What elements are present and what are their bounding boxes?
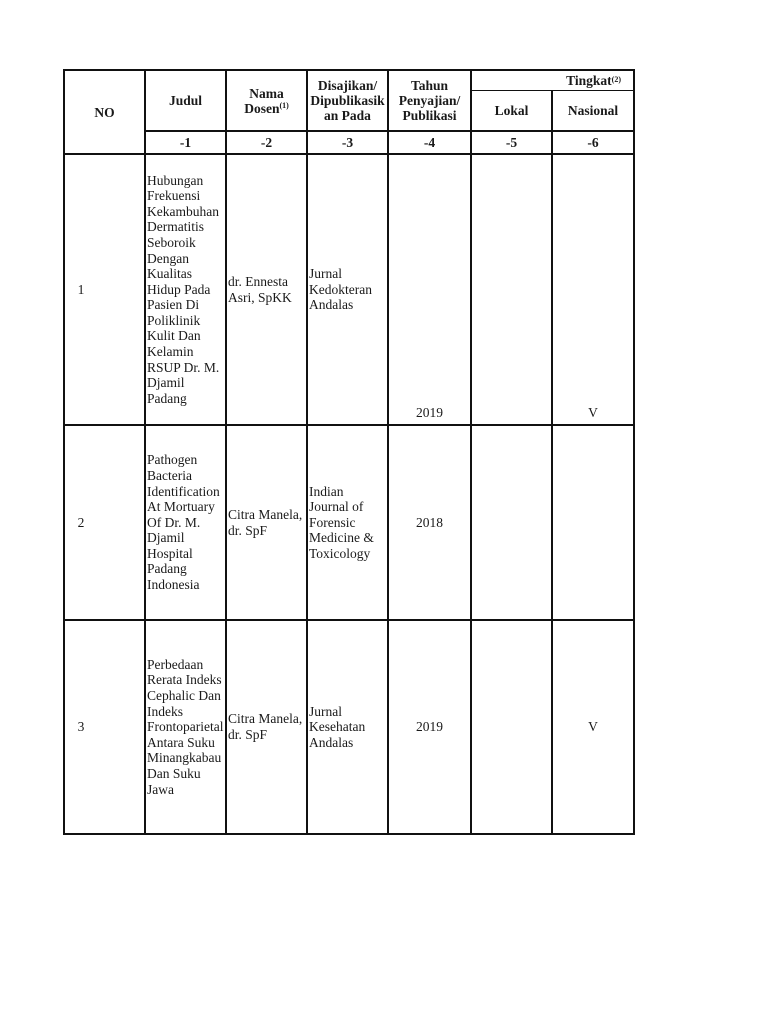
dosen-cell: Citra Manela, dr. SpF: [228, 711, 303, 742]
header-dosen-line: Dosen$^{(1)}$: [244, 100, 289, 116]
publikasi-cell: Jurnal Kedokteran Andalas: [309, 266, 372, 313]
header-tingkat: Tingkat (2): [566, 72, 621, 88]
lokal-cell: [472, 155, 551, 424]
header-tahun: Tahun Penyajian/ Publikasi: [398, 78, 461, 123]
row-number: 3: [77, 719, 85, 735]
header-judul: Judul: [168, 93, 203, 108]
row-number: 1: [77, 281, 85, 297]
column-number: -6: [587, 135, 599, 150]
lokal-cell: [472, 426, 551, 619]
grid-line: [63, 833, 635, 835]
tahun-cell: 2019: [416, 405, 443, 421]
dosen-cell: dr. Ennesta Asri, SpKK: [228, 273, 292, 305]
judul-cell: Hubungan Frekuensi Kekambuhan Dermatitis Seboroik Dengan Kualitas Hidup Pada Pasien Di Poliklinik Kulit Dan Kelamin RSUP Dr. M. Djamil Padang: [147, 172, 220, 406]
footnote-marker: (1): [279, 100, 289, 110]
nasional-cell: [553, 426, 633, 619]
header-no: NO: [94, 104, 115, 120]
column-number: -5: [505, 135, 518, 150]
nasional-cell: V: [588, 405, 598, 421]
tahun-cell: 2018: [416, 514, 443, 530]
publikasi-cell: Indian Journal of Forensic Medicine & Toxicology: [309, 483, 374, 561]
judul-cell: Perbedaan Rerata Indeks Cephalic Dan Indeks Frontoparietal Antara Suku Minangkabau Dan Suku Jawa: [147, 656, 224, 797]
publikasi-cell: Jurnal Kesehatan Andalas: [309, 703, 366, 750]
header-nama-line: Nama: [249, 85, 284, 101]
nasional-cell: V: [588, 719, 598, 735]
header-disajikan: Disajikan/ Dipublikasik an Pada: [310, 78, 385, 123]
column-number: -1: [179, 135, 192, 150]
lokal-cell: [472, 621, 551, 833]
header-nasional: Nasional: [567, 103, 619, 118]
header-nama-dosen: [227, 71, 306, 130]
column-number: -4: [423, 135, 436, 150]
judul-cell: Pathogen Bacteria Identification At Mortuary Of Dr. M. Djamil Hospital Padang Indonesia: [147, 452, 220, 593]
dosen-cell: Citra Manela, dr. SpF: [228, 506, 303, 538]
column-number: -3: [341, 135, 354, 150]
row-number: 2: [77, 514, 85, 530]
grid-line: [633, 69, 635, 835]
header-lokal: Lokal: [494, 103, 529, 118]
column-number: -2: [260, 135, 273, 150]
tahun-cell: 2019: [416, 719, 443, 735]
